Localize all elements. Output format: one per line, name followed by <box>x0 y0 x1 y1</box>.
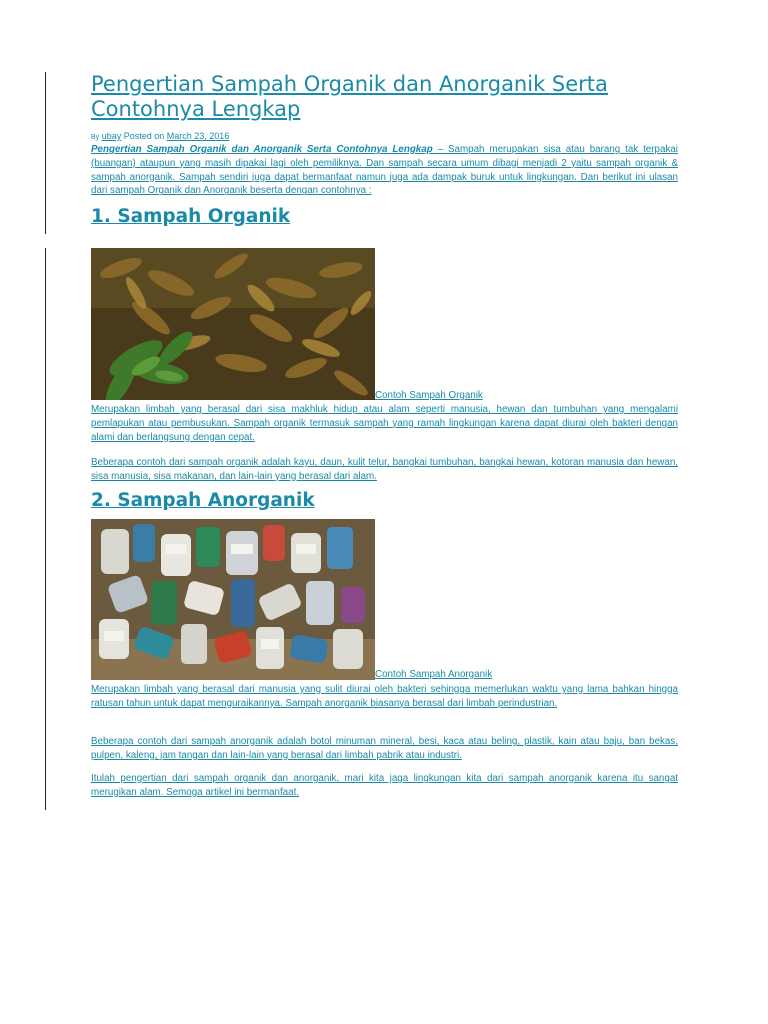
inorganic-waste-image[interactable] <box>91 519 375 680</box>
caption-anorganik[interactable]: Contoh Sampah Anorganik <box>375 669 493 680</box>
anorganik-definition: Merupakan limbah yang berasal dari manusia yang sulit diurai oleh bakteri sehingga memerlukan waktu yang lama bahkan hingga ratusan tahun untuk dapat menguraikannya. Sampah anorganik biasanya berasal dari limbah perindustrian. <box>91 684 678 709</box>
page-margin-line <box>45 72 46 234</box>
organik-examples: Beberapa contoh dari sampah organik adalah kayu, daun, kulit telur, bangkai tumbuhan, bangkai hewan, kotoran manusia dan hewan, sisa manusia, sisa makanan, dan lain-lain yang berasal dari alam. <box>91 457 678 482</box>
posted-label: Posted on <box>123 131 165 141</box>
author-link[interactable]: ubay <box>101 131 122 141</box>
intro-dash: – <box>432 144 448 155</box>
intro-paragraph <box>91 143 678 198</box>
organic-waste-image[interactable] <box>91 248 375 400</box>
figure-anorganik <box>91 519 493 680</box>
intro-text: Sampah merupakan sisa atau barang tak terpakai (buangan) ataupun yang masih dipakai lagi oleh pemiliknya. Dan sampah secara umum dibagi menjadi 2 yaitu sampah organik & sampah anorganik. Sampah sendiri juga dapat bermanfaat namun juga ada dampak buruk untuk lingkungan. Dan berikut ini ulasan dari sampah Organik dan Anorganik beserta dengan contohnya : <box>91 144 678 197</box>
article-meta <box>91 131 229 143</box>
closing-paragraph: Itulah pengertian dari sampah organik dan anorganik, mari kita jaga lingkungan kita dari sampah anorganik karena itu sangat merugikan alam. Semoga artikel ini bermanfaat. <box>91 773 678 798</box>
organik-definition: Merupakan limbah yang berasal dari sisa makhluk hidup atau alam seperti manusia, hewan dan tumbuhan yang mengalami pemlapukan atau pembusukan. Sampah organik termasuk sampah yang ramah lingkungan karena dapat diurai oleh bakteri dengan alami dan berlangsung dengan cepat. <box>91 404 678 443</box>
intro-lead[interactable]: Pengertian Sampah Organik dan Anorganik Serta Contohnya Lengkap <box>91 144 433 155</box>
section-heading-anorganik[interactable]: 2. Sampah Anorganik <box>91 490 315 511</box>
by-label: By <box>91 134 100 141</box>
article-title[interactable]: Pengertian Sampah Organik dan Anorganik Serta Contohnya Lengkap <box>91 72 608 121</box>
anorganik-examples: Beberapa contoh dari sampah anorganik adalah botol minuman mineral, besi, kaca atau beling, plastik, kain atau baju, ban bekas, pulpen, kaleng, jam tangan dan lain-lain yang berasal dari limbah pabrik atau industri. <box>91 736 678 761</box>
caption-organik[interactable]: Contoh Sampah Organik <box>375 390 483 401</box>
page-margin-line <box>45 248 46 810</box>
figure-organik <box>91 248 483 401</box>
date-link[interactable]: March 23, 2016 <box>166 131 230 141</box>
section-heading-organik[interactable]: 1. Sampah Organik <box>91 206 291 227</box>
